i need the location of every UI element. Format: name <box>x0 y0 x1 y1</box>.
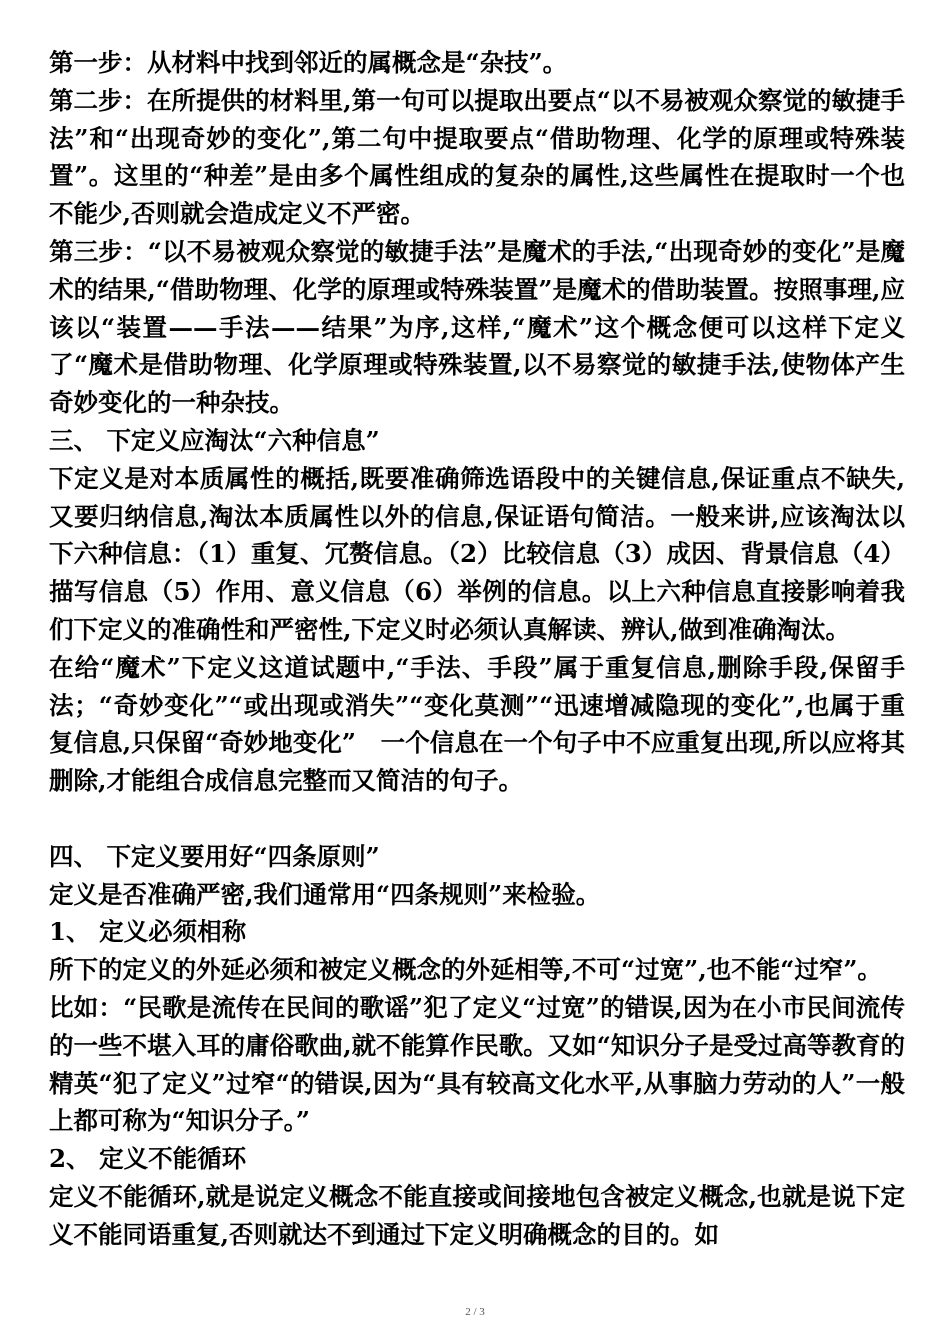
section-three-heading: 三、 下定义应淘汰“六种信息” <box>49 425 380 455</box>
four-rules-intro-paragraph: 定义是否准确严密,我们通常用“四条规则”来检验。 <box>49 879 601 909</box>
rule-two-heading: 2、 定义不能循环 <box>49 1144 247 1174</box>
rule-one-example-paragraph: 比如：“民歌是流传在民间的歌谣”犯了定义“过宽”的错误,因为在小市民间流传的一些不堪入耳的庸俗歌曲,就不能算作民歌。又如“知识分子是受过高等教育的精英“犯了定义”过窄“的错误,因为“具有较高文化水平,从事脑力劳动的人”一般上都可称为“知识分子。” <box>49 992 905 1136</box>
document-body <box>49 44 905 1254</box>
rule-one-heading: 1、 定义必须相称 <box>49 917 247 947</box>
step-three-paragraph: 第三步：“以不易被观众察觉的敏捷手法”是魔术的手法,“出现奇妙的变化”是魔术的结果,“借助物理、化学的原理或特殊装置”是魔术的借助装置。按照事理,应该以“装置——手法——结果”为序,这样,“魔术”这个概念便可以这样下定义了“魔术是借助物理、化学原理或特殊装置,以不易察觉的敏捷手法,使物体产生奇妙变化的一种杂技。 <box>49 236 905 418</box>
step-two-paragraph: 第二步：在所提供的材料里,第一句可以提取出要点“以不易被观众察觉的敏捷手法”和“出现奇妙的变化”,第二句中提取要点“借助物理、化学的原理或特殊装置”。这里的“种差”是由多个属性组成的复杂的属性,这些属性在提取时一个也不能少,否则就会造成定义不严密。 <box>49 85 905 229</box>
rule-two-paragraph: 定义不能循环,就是说定义概念不能直接或间接地包含被定义概念,也就是说下定义不能同语重复,否则就达不到通过下定义明确概念的目的。如 <box>49 1181 905 1249</box>
rule-one-paragraph: 所下的定义的外延必须和被定义概念的外延相等,不可“过宽”,也不能“过窄”。 <box>49 955 882 985</box>
section-four-heading: 四、 下定义要用好“四条原则” <box>49 841 380 871</box>
paragraph-spacer <box>49 800 905 838</box>
page-number: 2 / 3 <box>465 1306 485 1318</box>
magic-example-paragraph: 在给“魔术”下定义这道试题中,“手法、手段”属于重复信息,删除手段,保留手法；“奇妙变化”“或出现或消失”“变化莫测”“迅速增减隐现的变化”,也属于重复信息,只保留“奇妙地变化” 一个信息在一个句子中不应重复出现,所以应将其删除,才能组合成信息完整而又简洁的句子。 <box>49 652 905 796</box>
six-info-paragraph: 下定义是对本质属性的概括,既要准确筛选语段中的关键信息,保证重点不缺失,又要归纳信息,淘汰本质属性以外的信息,保证语句简洁。一般来讲,应该淘汰以下六种信息：（1）重复、冗赘信息。（2）比较信息（3）成因、背景信息（4）描写信息（5）作用、意义信息（6）举例的信息。以上六种信息直接影响着我们下定义的准确性和严密性,下定义时必须认真解读、辨认,做到准确淘汰。 <box>49 463 905 644</box>
step-one-paragraph: 第一步：从材料中找到邻近的属概念是“杂技”。 <box>49 48 568 77</box>
